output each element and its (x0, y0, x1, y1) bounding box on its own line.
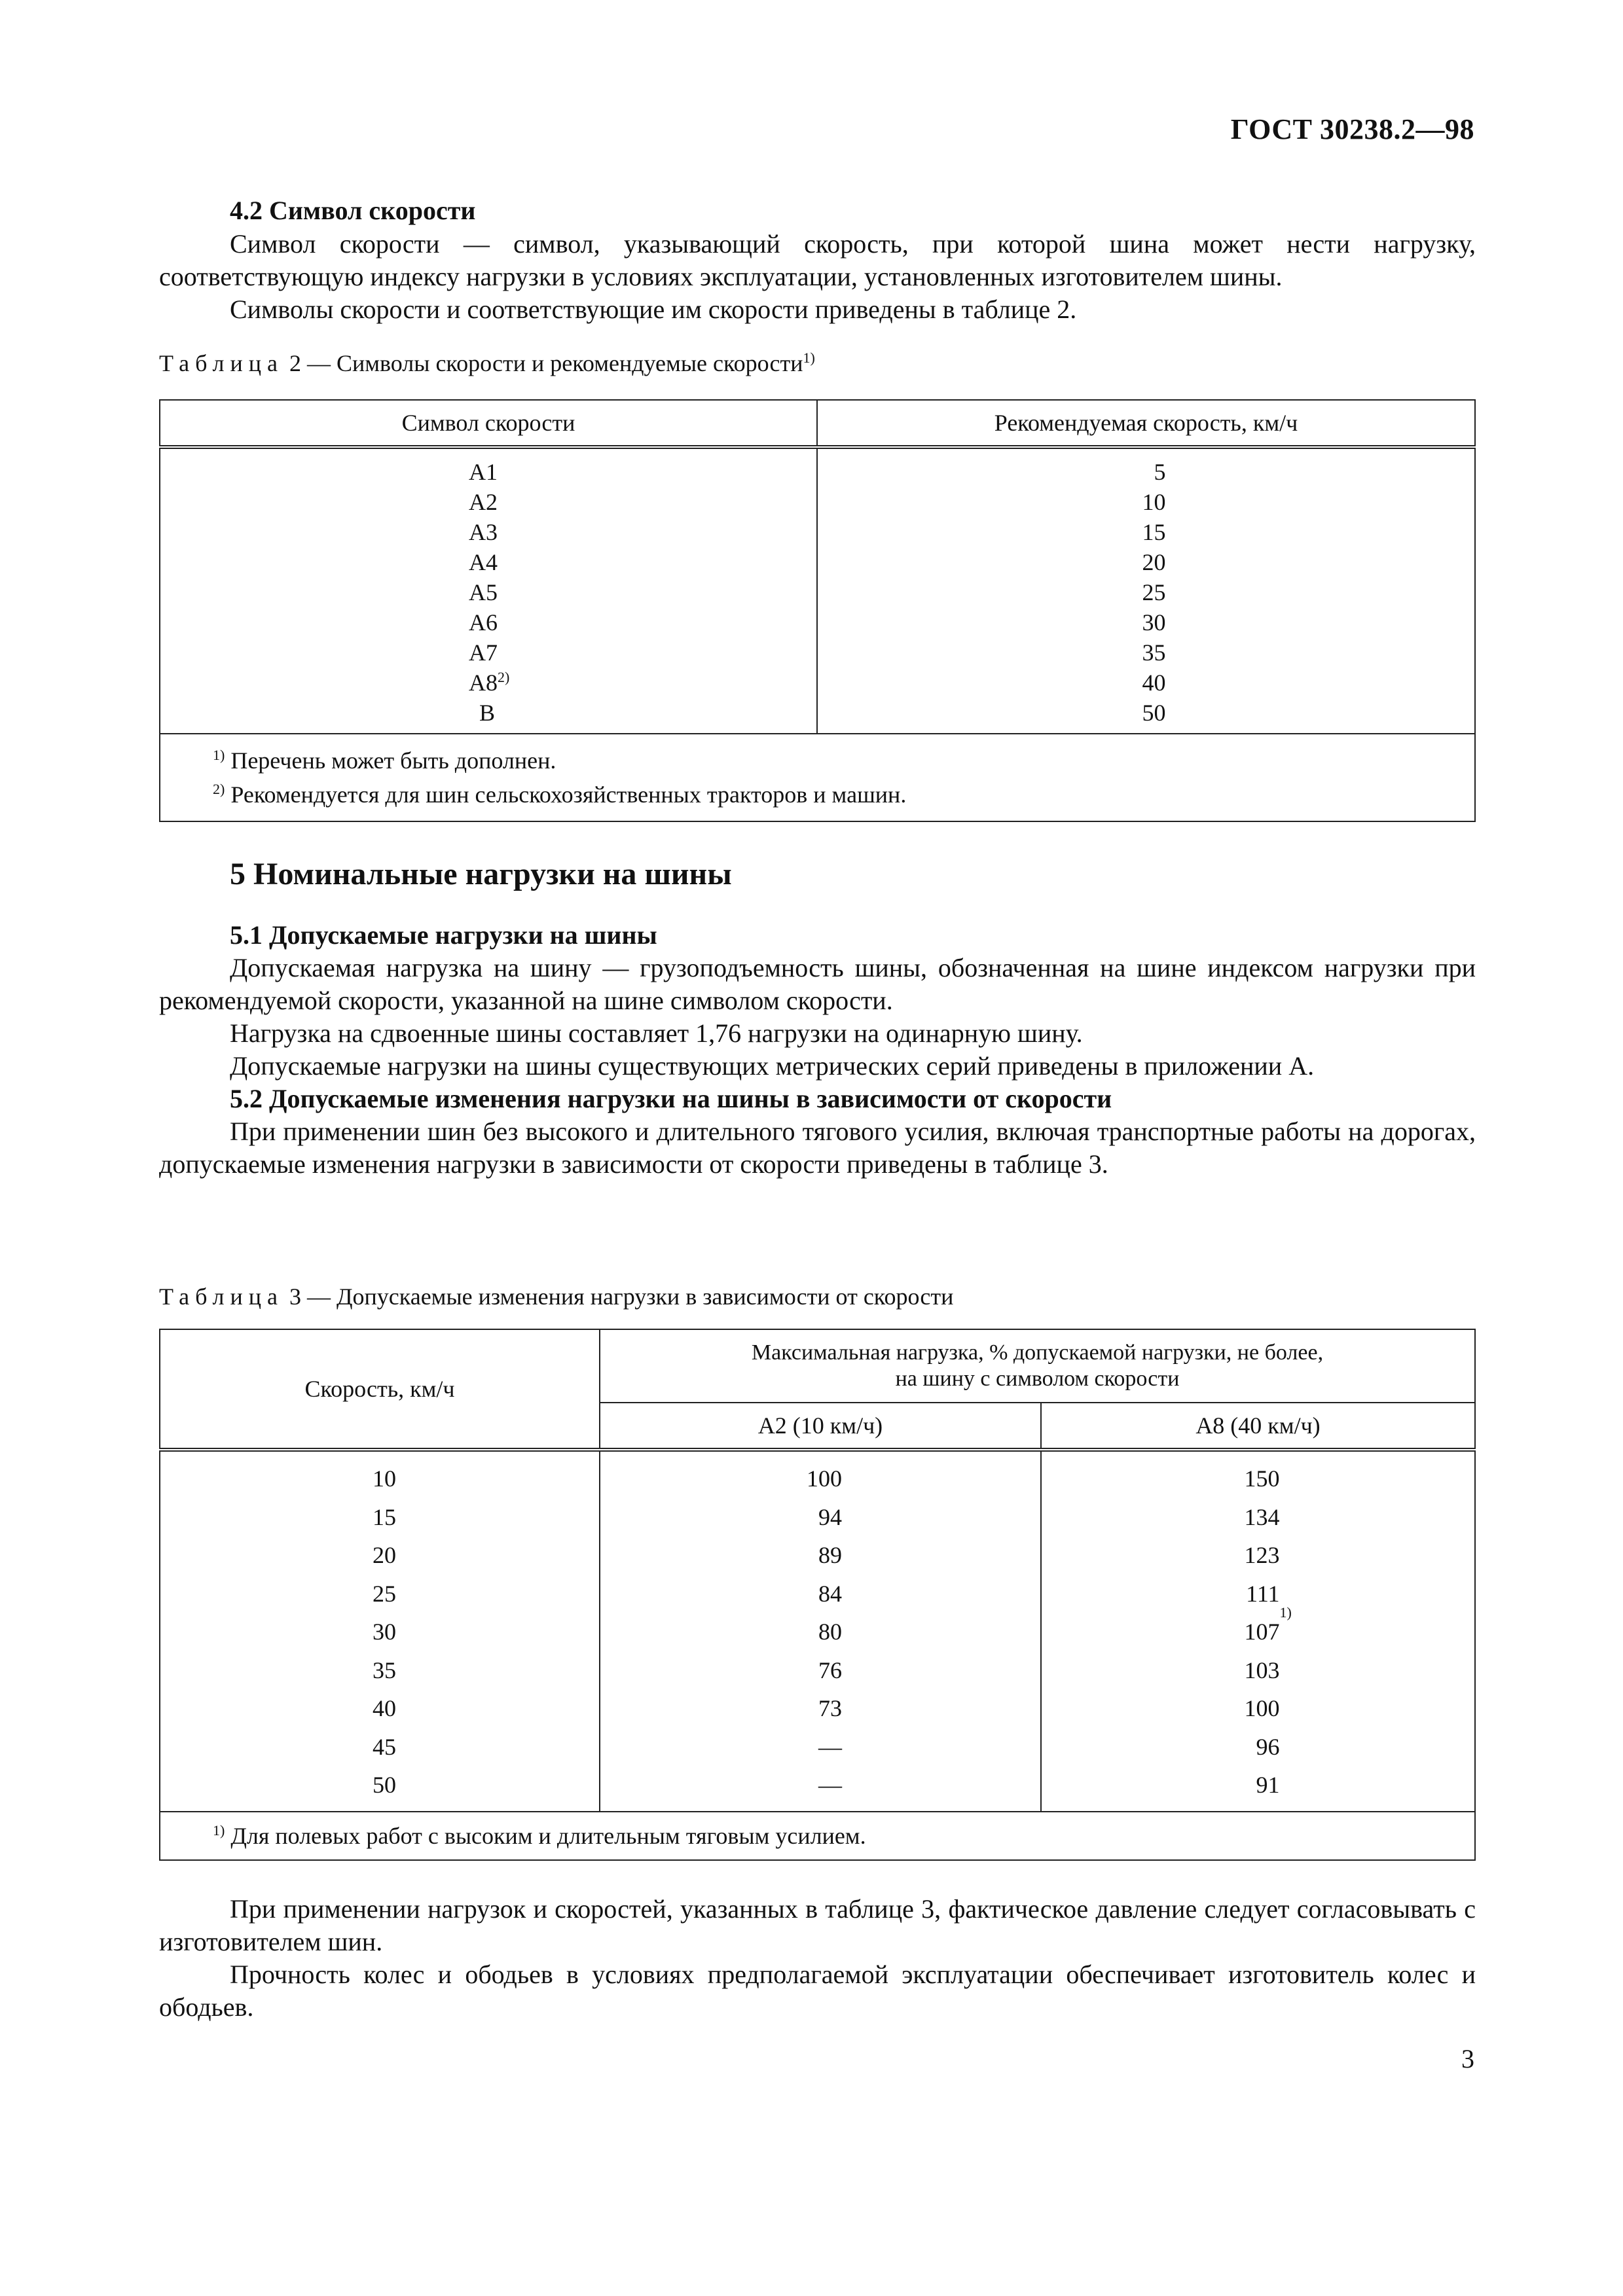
table-cell: 91 (1256, 1772, 1280, 1798)
speed-cell: 15 (1142, 519, 1166, 545)
symbol-cell: B (479, 700, 496, 726)
table-cell: 73 (818, 1695, 842, 1721)
symbol-cell: A7 (469, 639, 498, 666)
table-cell: 15 (373, 1503, 396, 1530)
paragraph: Прочность колес и ободьев в условиях предполагаемой эксплуатации обеспечивает изготовитель колес и ободьев. (159, 1960, 1476, 2022)
section-5-body (159, 919, 1476, 1181)
symbol-cell: A6 (469, 609, 498, 636)
table-cell: 111 (1246, 1580, 1280, 1607)
caption-text: 3 — Допускаемые изменения нагрузки в зависимости от скорости (283, 1283, 954, 1310)
subsection-5-1-heading: 5.1 Допускаемые нагрузки на шины (230, 920, 657, 950)
table-cell: 123 (1244, 1542, 1280, 1568)
speed-cell: 50 (1142, 700, 1166, 726)
paragraph: Символы скорости и соответствующие им скорости приведены в таблице 2. (230, 295, 1077, 324)
symbol-cell: A2 (469, 489, 498, 515)
table-2 (159, 399, 1476, 822)
paragraph: Допускаемые нагрузки на шины существующих метрических серий приведены в приложении А. (230, 1051, 1315, 1081)
table-2-caption (159, 350, 815, 377)
table-header-row (160, 1329, 1475, 1403)
table-cell: 96 (1256, 1733, 1280, 1760)
table-cell: 76 (818, 1657, 842, 1683)
document-code: ГОСТ 30238.2—98 (1230, 113, 1474, 145)
table-cell: 134 (1244, 1503, 1280, 1530)
table-cell: 50 (373, 1772, 396, 1798)
caption-prefix: Таблица (159, 350, 283, 376)
column-header-max-load: Максимальная нагрузка, % допускаемой нагрузки, не более, на шину с символом скорости (600, 1329, 1475, 1403)
paragraph: При применении нагрузок и скоростей, указанных в таблице 3, фактическое давление следует согласовывать с изготовителем шин. (159, 1894, 1476, 1956)
a2-column (600, 1450, 1041, 1812)
symbol-cell: A1 (469, 459, 498, 485)
page-number: 3 (1461, 2044, 1474, 2073)
table-cell: 100 (1244, 1695, 1280, 1721)
table-body-row (160, 447, 1475, 734)
paragraph: Нагрузка на сдвоенные шины составляет 1,76 нагрузки на одинарную шину. (230, 1018, 1083, 1048)
column-header-a8: A8 (40 км/ч) (1041, 1403, 1475, 1450)
column-header-speed: Скорость, км/ч (160, 1329, 600, 1450)
symbol-cell: A5 (469, 579, 498, 605)
table-cell: 80 (818, 1619, 842, 1645)
closing-text (159, 1893, 1476, 2024)
paragraph: Символ скорости — символ, указывающий скорость, при которой шина может нести нагрузку, соответствующую индексу нагрузки в условиях эксплуатации, установленных изготовителем шины. (159, 229, 1476, 291)
caption-prefix: Таблица (159, 1283, 283, 1310)
table-cell: 100 (807, 1465, 842, 1492)
a8-column (1041, 1450, 1475, 1812)
paragraph: При применении шин без высокого и длительного тягового усилия, включая транспортные работы на дорогах, допускаемые изменения нагрузки в зависимости от скорости приведены в таблице 3. (159, 1117, 1476, 1179)
table-cell: — (818, 1772, 842, 1798)
table-cell: 25 (373, 1580, 396, 1607)
speed-column (817, 447, 1475, 734)
section-4-2-body (159, 228, 1476, 326)
footnote-mark: 2) (498, 669, 510, 685)
table-cell: 107 1) (1244, 1604, 1292, 1645)
table-cell: 10 (373, 1465, 396, 1492)
symbol-cell: A4 (469, 549, 498, 575)
paragraph: Допускаемая нагрузка на шину — грузоподъемность шины, обозначенная на шине индексом нагрузки при рекомендуемой скорости, указанной на шине символом скорости. (159, 953, 1476, 1015)
speed-cell: 5 (1154, 459, 1166, 485)
speed-cell: 10 (1142, 489, 1166, 515)
table-body-row (160, 1450, 1475, 1812)
speed-cell: 40 (1142, 670, 1166, 696)
column-header-speed: Рекомендуемая скорость, км/ч (817, 400, 1475, 447)
table-cell: 94 (818, 1503, 842, 1530)
speed-cell: 35 (1142, 639, 1166, 666)
symbol-column (160, 447, 817, 734)
table-header-row (160, 400, 1475, 447)
speed-column (160, 1450, 600, 1812)
table-cell: — (818, 1733, 842, 1760)
table-cell: 35 (373, 1657, 396, 1683)
table-cell: 45 (373, 1733, 396, 1760)
section-5-heading: 5 Номинальные нагрузки на шины (230, 857, 732, 891)
table-3-caption (159, 1283, 953, 1310)
subsection-5-2-heading: 5.2 Допускаемые изменения нагрузки на шины в зависимости от скорости (230, 1084, 1112, 1113)
table-cell: 150 (1244, 1465, 1280, 1492)
table-cell: 40 (373, 1695, 396, 1721)
table-cell: 103 (1244, 1657, 1280, 1683)
caption-text: 2 — Символы скорости и рекомендуемые скорости (283, 350, 803, 376)
caption-footnote-mark: 1) (803, 350, 815, 366)
table-cell: 84 (818, 1580, 842, 1607)
table-footnote: $^{1)}$ Для полевых работ с высоким и длительным тяговым усилием. (213, 1821, 866, 1849)
column-header-a2: A2 (10 км/ч) (600, 1403, 1041, 1450)
table-cell: 89 (818, 1542, 842, 1568)
speed-cell: 30 (1142, 609, 1166, 636)
column-header-symbol: Символ скорости (160, 400, 817, 447)
symbol-cell: A8$^{2)}$ (469, 669, 510, 696)
table-3 (159, 1329, 1476, 1861)
symbol-cell: A3 (469, 519, 498, 545)
table-cell: 30 (373, 1619, 396, 1645)
table-footnote-row (160, 734, 1475, 821)
speed-cell: 25 (1142, 579, 1166, 605)
table-footnote: $^{2)}$ Рекомендуется для шин сельскохозяйственных тракторов и машин. (213, 781, 907, 808)
speed-cell: 20 (1142, 549, 1166, 575)
section-4-2-heading: 4.2 Символ скорости (230, 196, 476, 225)
table-cell: 20 (373, 1542, 396, 1568)
table-footnote: $^{1)}$ Перечень может быть дополнен. (213, 747, 556, 774)
table-footnote-row (160, 1812, 1475, 1860)
